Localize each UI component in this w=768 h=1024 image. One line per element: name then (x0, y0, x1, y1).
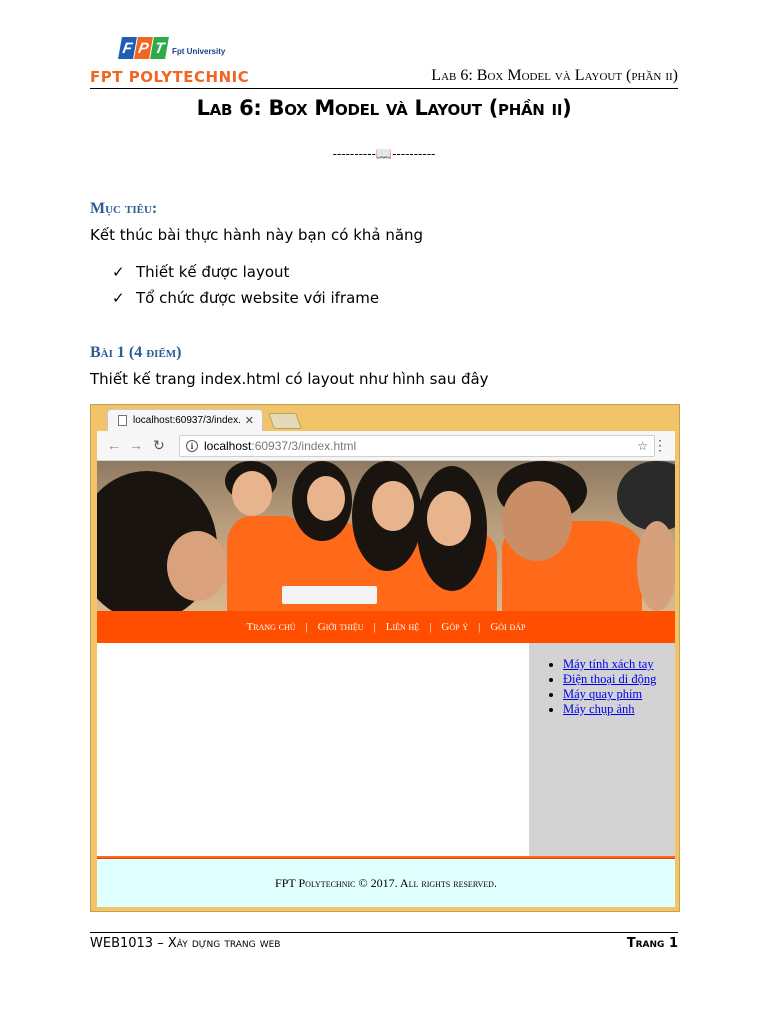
header-rule (90, 88, 678, 89)
nav-item-faq[interactable]: Gỏi đáp (490, 621, 526, 633)
reload-icon[interactable]: ↻ (153, 437, 165, 453)
main-content-area (97, 643, 529, 856)
exercise-description: Thiết kế trang index.html có layout như hình sau đây (90, 370, 489, 388)
site-nav: Trang chủ | Giới thiệu | Liên hệ | Góp ý | Gỏi đáp (97, 611, 675, 643)
nav-item-about[interactable]: Giới thiệu (317, 621, 364, 633)
sidebar-link-laptop[interactable]: Máy tính xách tay (563, 657, 654, 671)
menu-icon[interactable]: ⋮ (653, 437, 667, 453)
course-label: WEB1013 – Xây dựng trang web (90, 936, 281, 951)
info-icon[interactable]: i (186, 440, 198, 452)
star-icon[interactable]: ☆ (637, 439, 648, 453)
page-title: Lab 6: Box Model và Layout (phần ii) (196, 96, 572, 120)
logo-mark: F P T (120, 37, 168, 59)
browser-toolbar (97, 431, 675, 461)
browser-screenshot (90, 404, 680, 912)
check-icon: ✓ (112, 289, 125, 307)
back-icon[interactable]: ← (107, 437, 121, 453)
fpt-logo (120, 34, 225, 62)
list-item (563, 672, 675, 687)
sidebar-link-phone[interactable]: Điện thoại di động (563, 672, 657, 686)
page-number: Trang 1 (626, 936, 678, 951)
brand-name: FPT POLYTECHNIC (90, 68, 250, 86)
site-footer: FPT Polytechnic © 2017. All rights reserved. (97, 860, 675, 907)
sidebar-link-camcorder[interactable]: Máy quay phim (563, 687, 643, 701)
exercise-heading: Bài 1 (4 điểm) (90, 344, 182, 361)
objectives-heading: Mục tiêu: (90, 200, 158, 217)
nav-item-feedback[interactable]: Góp ý (441, 621, 469, 633)
page-icon (118, 415, 127, 426)
close-icon[interactable]: ✕ (244, 415, 254, 427)
tab-bar (91, 405, 679, 431)
list-item (563, 657, 675, 672)
forward-icon[interactable]: → (129, 437, 143, 453)
footer-rule (97, 856, 675, 859)
ornament-divider: ----------📖---------- (332, 146, 436, 161)
list-item (563, 702, 675, 717)
address-bar[interactable]: i localhost :60937/3/index.html ☆ (179, 435, 655, 457)
page-viewport (97, 461, 675, 907)
objective-item: ✓ Thiết kế được layout (112, 263, 290, 281)
sidebar (529, 643, 675, 856)
browser-tab[interactable]: localhost:60937/3/index. ✕ (107, 409, 263, 431)
sidebar-list (549, 657, 675, 717)
footer-rule (90, 932, 678, 933)
nav-item-home[interactable]: Trang chủ (246, 621, 296, 633)
objectives-intro: Kết thúc bài thực hành này bạn có khả năng (90, 226, 424, 244)
running-header: Lab 6: Box Model và Layout (phần ii) (431, 67, 678, 84)
new-tab-button[interactable] (268, 413, 302, 429)
nav-item-contact[interactable]: Liên hệ (385, 621, 420, 633)
check-icon: ✓ (112, 263, 125, 281)
logo-subtitle: Fpt University (172, 46, 226, 56)
sidebar-link-camera[interactable]: Máy chụp ảnh (563, 702, 635, 716)
list-item (563, 687, 675, 702)
objective-item: ✓ Tổ chức được website với iframe (112, 289, 380, 307)
banner-photo (97, 461, 675, 611)
